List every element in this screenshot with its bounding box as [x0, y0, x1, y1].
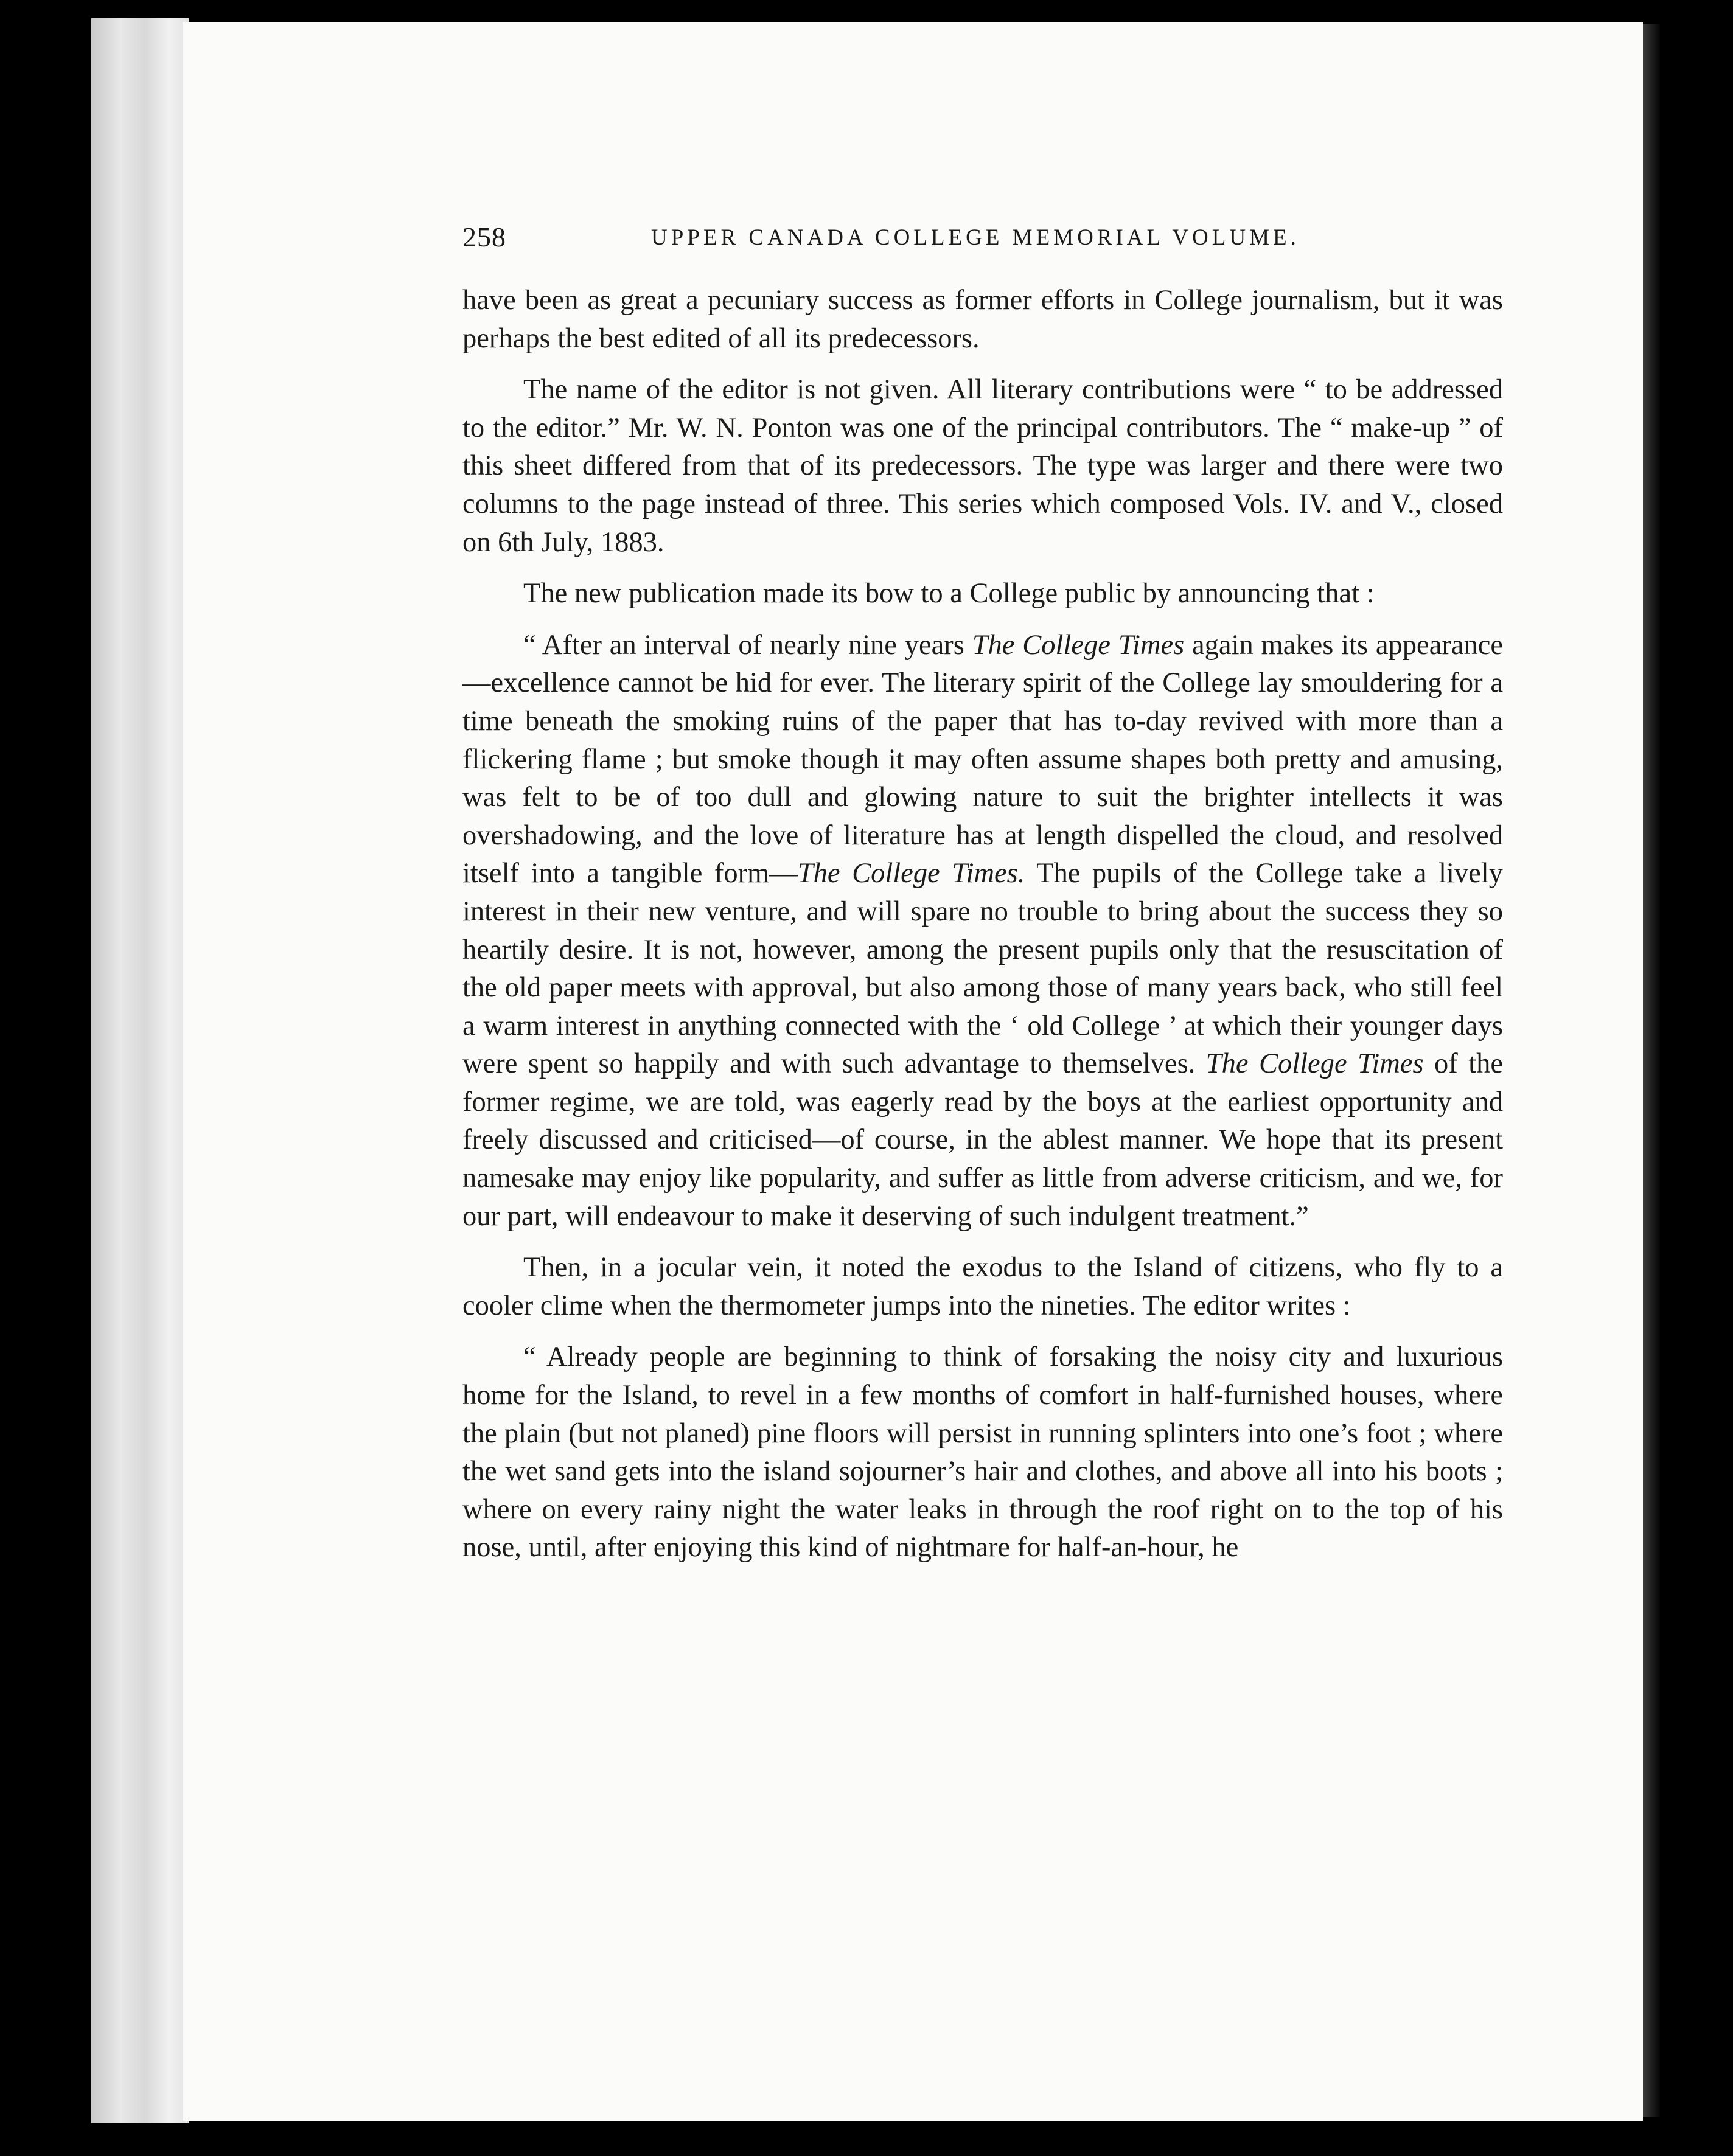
quotation-paragraph — [462, 627, 1503, 1236]
body-text — [462, 282, 1503, 1580]
running-title: UPPER CANADA COLLEGE MEMORIAL VOLUME. — [651, 225, 1300, 250]
book-page-edges — [91, 18, 189, 2123]
quote-text: again makes its appearance—excellence cannot be hid for ever. The literary spirit of the College lay smouldering for a time beneath the smoking ruins of the paper that has to-day revived with more than a flickering flame ; but smoke though it may often assume shapes both pretty and amusing, was felt to be of too dull and glowing nature to suit the brighter intellects it was overshadowing, and the love of literature has at length dispelled the cloud, and resolved itself into a tangible form— — [462, 629, 1503, 889]
publication-title: The College Times. — [797, 858, 1025, 889]
paragraph: The new publication made its bow to a College public by announcing that : — [523, 578, 1375, 610]
gutter-shadow — [1643, 24, 1660, 2117]
running-head — [462, 221, 1686, 263]
paragraph: The name of the editor is not given. All literary contributions were “ to be addressed to the editor.” Mr. W. N. Ponton was one of the principal contributors. The “ make-up ” of this sheet differed from that of its predecessors. The type was larger and there were two columns to the page instead of three. This series which composed Vols. IV. and V., closed on 6th July, 1883. — [462, 374, 1503, 558]
quote-text: The pupils of the College take a lively interest in their new venture, and will spare no trouble to bring about the success they so heartily desire. It is not, however, among the present pupils only that the resuscitation of the old paper meets with approval, but also among those of many years back, who still feel a warm interest in anything connected with the ‘ old College ’ at which their younger days were spent so happily and with such advantage to themselves. — [462, 858, 1503, 1080]
paragraph: Then, in a jocular vein, it noted the exodus to the Island of citizens, who fly to a cooler clime when the thermometer jumps into the nineties. The editor writes : — [462, 1252, 1503, 1321]
quote-text: of the former regime, we are told, was eagerly read by the boys at the earliest opportunity and freely discussed and criticised—of course, in the ablest manner. We hope that its present namesake may enjoy like popularity, and suffer as little from adverse criticism, and we, for our part, will endeavour to make it deserving of such indulgent treatment.” — [462, 1048, 1504, 1232]
quote-text: “ After an interval of nearly nine years — [523, 629, 972, 661]
paragraph-continued: have been as great a pecuniary success as former efforts in College journalism, but it was perhaps the best edited of all its predecessors. — [462, 285, 1503, 354]
quotation-paragraph: “ Already people are beginning to think of forsaking the noisy city and luxurious home for the Island, to revel in a few months of comfort in half-furnished houses, where the plain (but not planed) pine floors will persist in running splinters into one’s foot ; where the wet sand gets into the island sojourner’s hair and clothes, and above all into his boots ; where on every rainy night the water leaks in through the roof right on to the top of his nose, until, after enjoying this kind of nightmare for half-an-hour, he — [462, 1341, 1503, 1563]
publication-title: The College Times — [1205, 1048, 1424, 1080]
publication-title: The College Times — [972, 629, 1185, 661]
page-number: 258 — [462, 221, 506, 252]
